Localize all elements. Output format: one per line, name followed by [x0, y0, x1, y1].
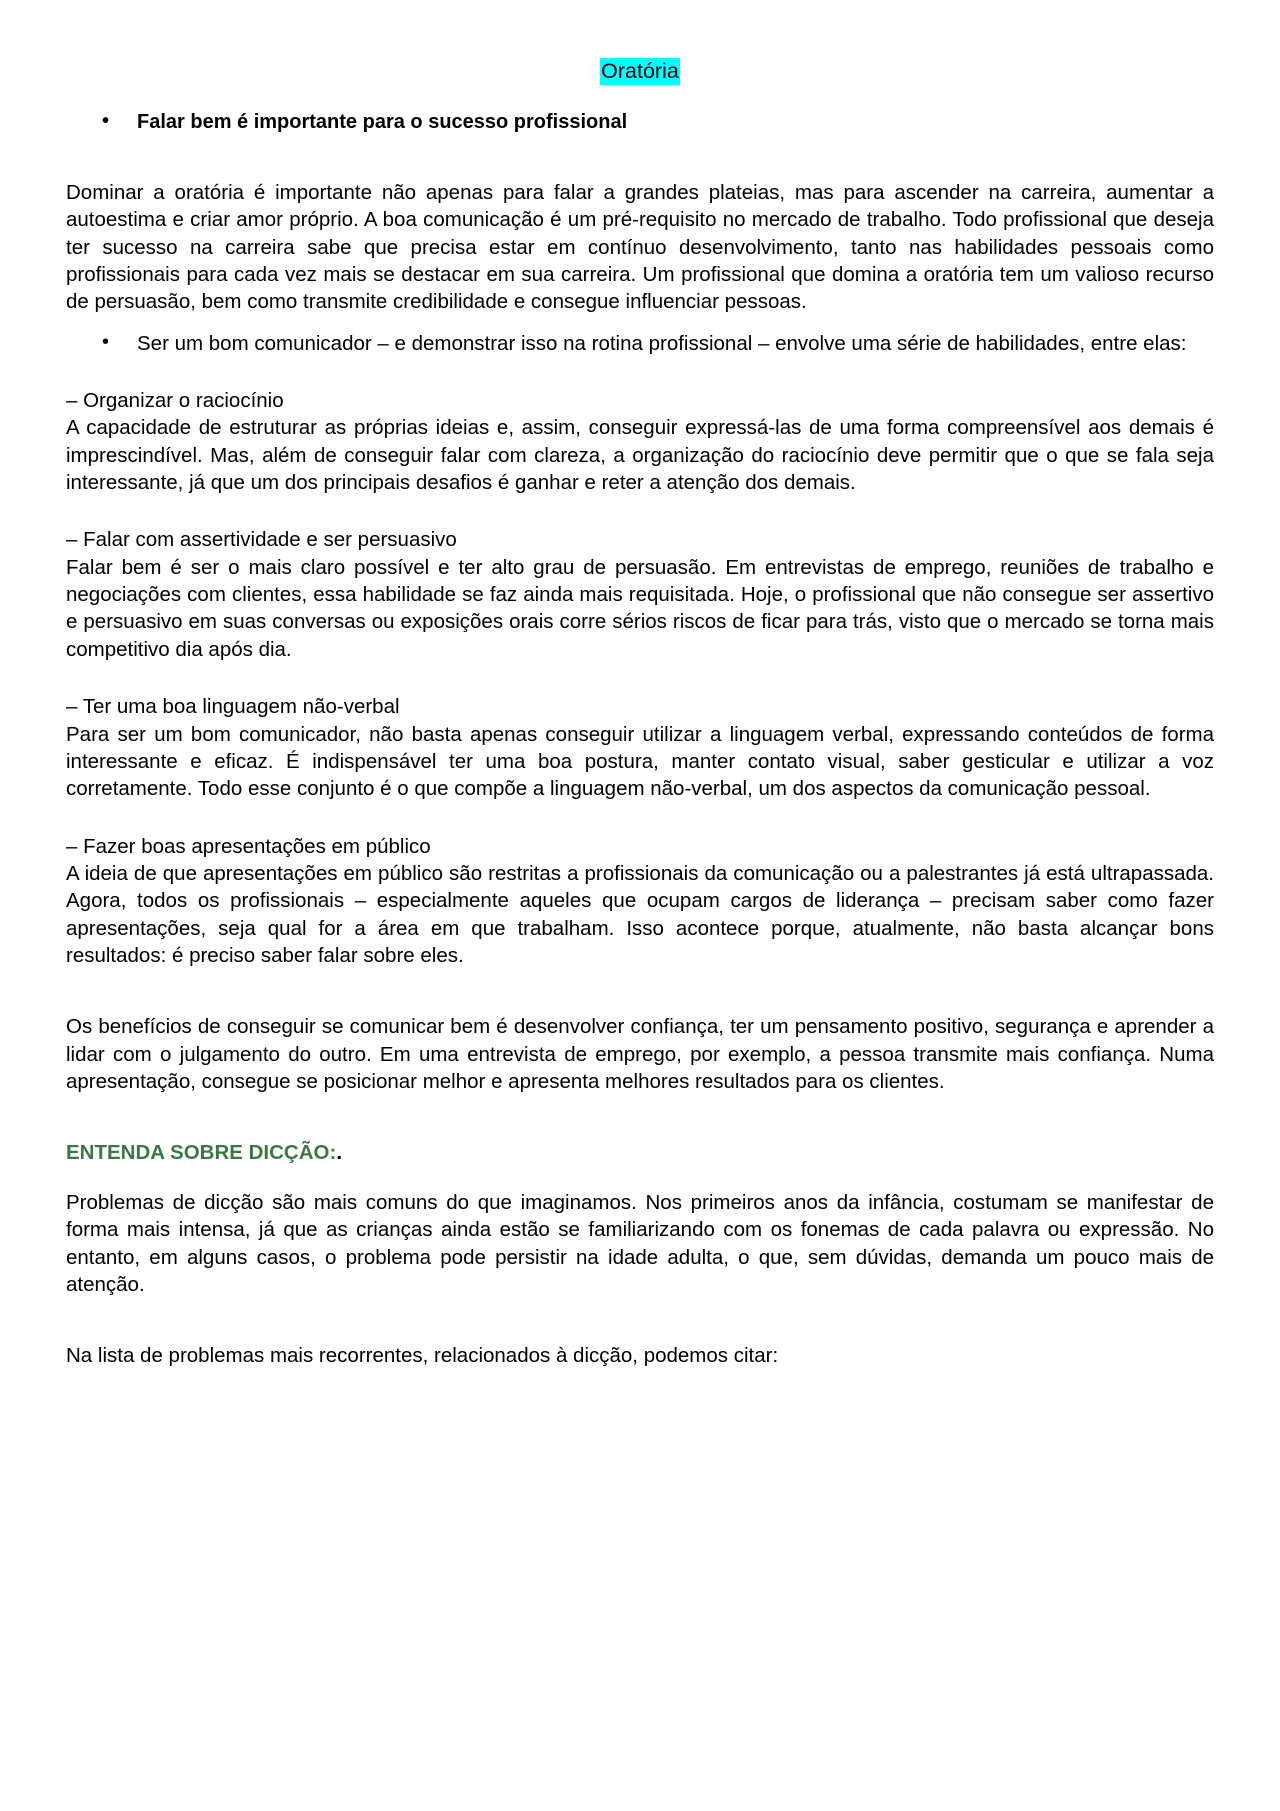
section-body-organizar: A capacidade de estruturar as próprias ideias e, assim, conseguir expressá-las de uma forma compreensível aos demais é imprescindível. Mas, além de conseguir falar com clareza, a organização do raciocínio deve permitir que o que se fala seja interessante, já que um dos principais desafios é ganhar e reter a atenção dos demais.	[66, 416, 1214, 494]
page-title-highlight: Oratória	[601, 59, 679, 83]
spacer	[66, 1298, 1214, 1342]
diction-heading-text: ENTENDA SOBRE DICÇÃO:	[66, 1141, 337, 1165]
section-body-assertividade: Falar bem é ser o mais claro possível e ter alto grau de persuasão. Em entrevistas de emprego, reuniões de trabalho e negociações com clientes, essa habilidade se faz ainda mais requisitada. Hoje, o profissional que não consegue ser assertivo e persuasivo em suas conversas ou exposições orais corre sérios riscos de ficar para trás, visto que o mercado se torna mais competitivo dia após dia.	[66, 555, 1214, 661]
diction-heading	[66, 1139, 1214, 1166]
spacer	[66, 1167, 1214, 1189]
diction-heading-period: .	[336, 1141, 343, 1165]
list-item-main-heading: • Falar bem é importante para o sucesso profissional	[66, 109, 1214, 135]
section-heading-organizar: – Organizar o raciocínio	[66, 388, 284, 412]
spacer	[66, 357, 1214, 387]
spacer	[66, 803, 1214, 833]
spacer	[66, 969, 1214, 1013]
section-heading-linguagem-nao-verbal: – Ter uma boa linguagem não-verbal	[66, 695, 400, 719]
diction-paragraph: Problemas de dicção são mais comuns do que imaginamos. Nos primeiros anos da infância, costumam se manifestar de forma mais intensa, já que as crianças ainda estão se familiarizando com os fonemas de cada palavra ou expressão. No entanto, em alguns casos, o problema pode persistir na idade adulta, o que, sem dúvidas, demanda um pouco mais de atenção.	[66, 1190, 1214, 1296]
spacer	[66, 663, 1214, 693]
spacer	[66, 135, 1214, 179]
intro-paragraph: Dominar a oratória é importante não apenas para falar a grandes plateias, mas para ascender na carreira, aumentar a autoestima e criar amor próprio. A boa comunicação é um pré-requisito no mercado de trabalho. Todo profissional que deseja ter sucesso na carreira sabe que precisa estar em contínuo desenvolvimento, tanto nas habilidades pessoais como profissionais para cada vez mais se destacar em sua carreira. Um profissional que domina a oratória tem um valioso recurso de persuasão, bem como transmite credibilidade e consegue influenciar pessoas.	[66, 180, 1214, 314]
skills-bullet-list	[66, 330, 1214, 357]
section-heading-apresentacoes: – Fazer boas apresentações em público	[66, 834, 431, 858]
spacer	[66, 1095, 1214, 1139]
closing-line: Na lista de problemas mais recorrentes, relacionados à dicção, podemos citar:	[66, 1344, 779, 1368]
benefits-paragraph: Os benefícios de conseguir se comunicar bem é desenvolver confiança, ter um pensamento positivo, segurança e aprender a lidar com o julgamento do outro. Em uma entrevista de emprego, por exemplo, a pessoa transmite mais confiança. Numa apresentação, consegue se posicionar melhor e apresenta melhores resultados para os clientes.	[66, 1015, 1214, 1094]
main-heading-bullet-list	[66, 109, 1214, 135]
spacer	[66, 316, 1214, 330]
list-item-skills: • Ser um bom comunicador – e demonstrar isso na rotina profissional – envolve uma série de habilidades, entre elas:	[66, 330, 1214, 357]
page-title	[66, 58, 1214, 85]
section-body-apresentacoes: A ideia de que apresentações em público são restritas a profissionais da comunicação ou a palestrantes já está ultrapassada. Agora, todos os profissionais – especialmente aqueles que ocupam cargos de liderança – precisam saber como fazer apresentações, seja qual for a área em que trabalham. Isso acontece porque, atualmente, não basta alcançar bons resultados: é preciso saber falar sobre eles.	[66, 861, 1214, 968]
section-heading-assertividade: – Falar com assertividade e ser persuasivo	[66, 528, 457, 552]
spacer	[66, 496, 1214, 526]
section-body-linguagem-nao-verbal: Para ser um bom comunicador, não basta apenas conseguir utilizar a linguagem verbal, expressando conteúdos de forma interessante e eficaz. É indispensável ter uma boa postura, manter contato visual, saber gesticular e utilizar a voz corretamente. Todo esse conjunto é o que compõe a linguagem não-verbal, um dos aspectos da comunicação pessoal.	[66, 722, 1214, 801]
